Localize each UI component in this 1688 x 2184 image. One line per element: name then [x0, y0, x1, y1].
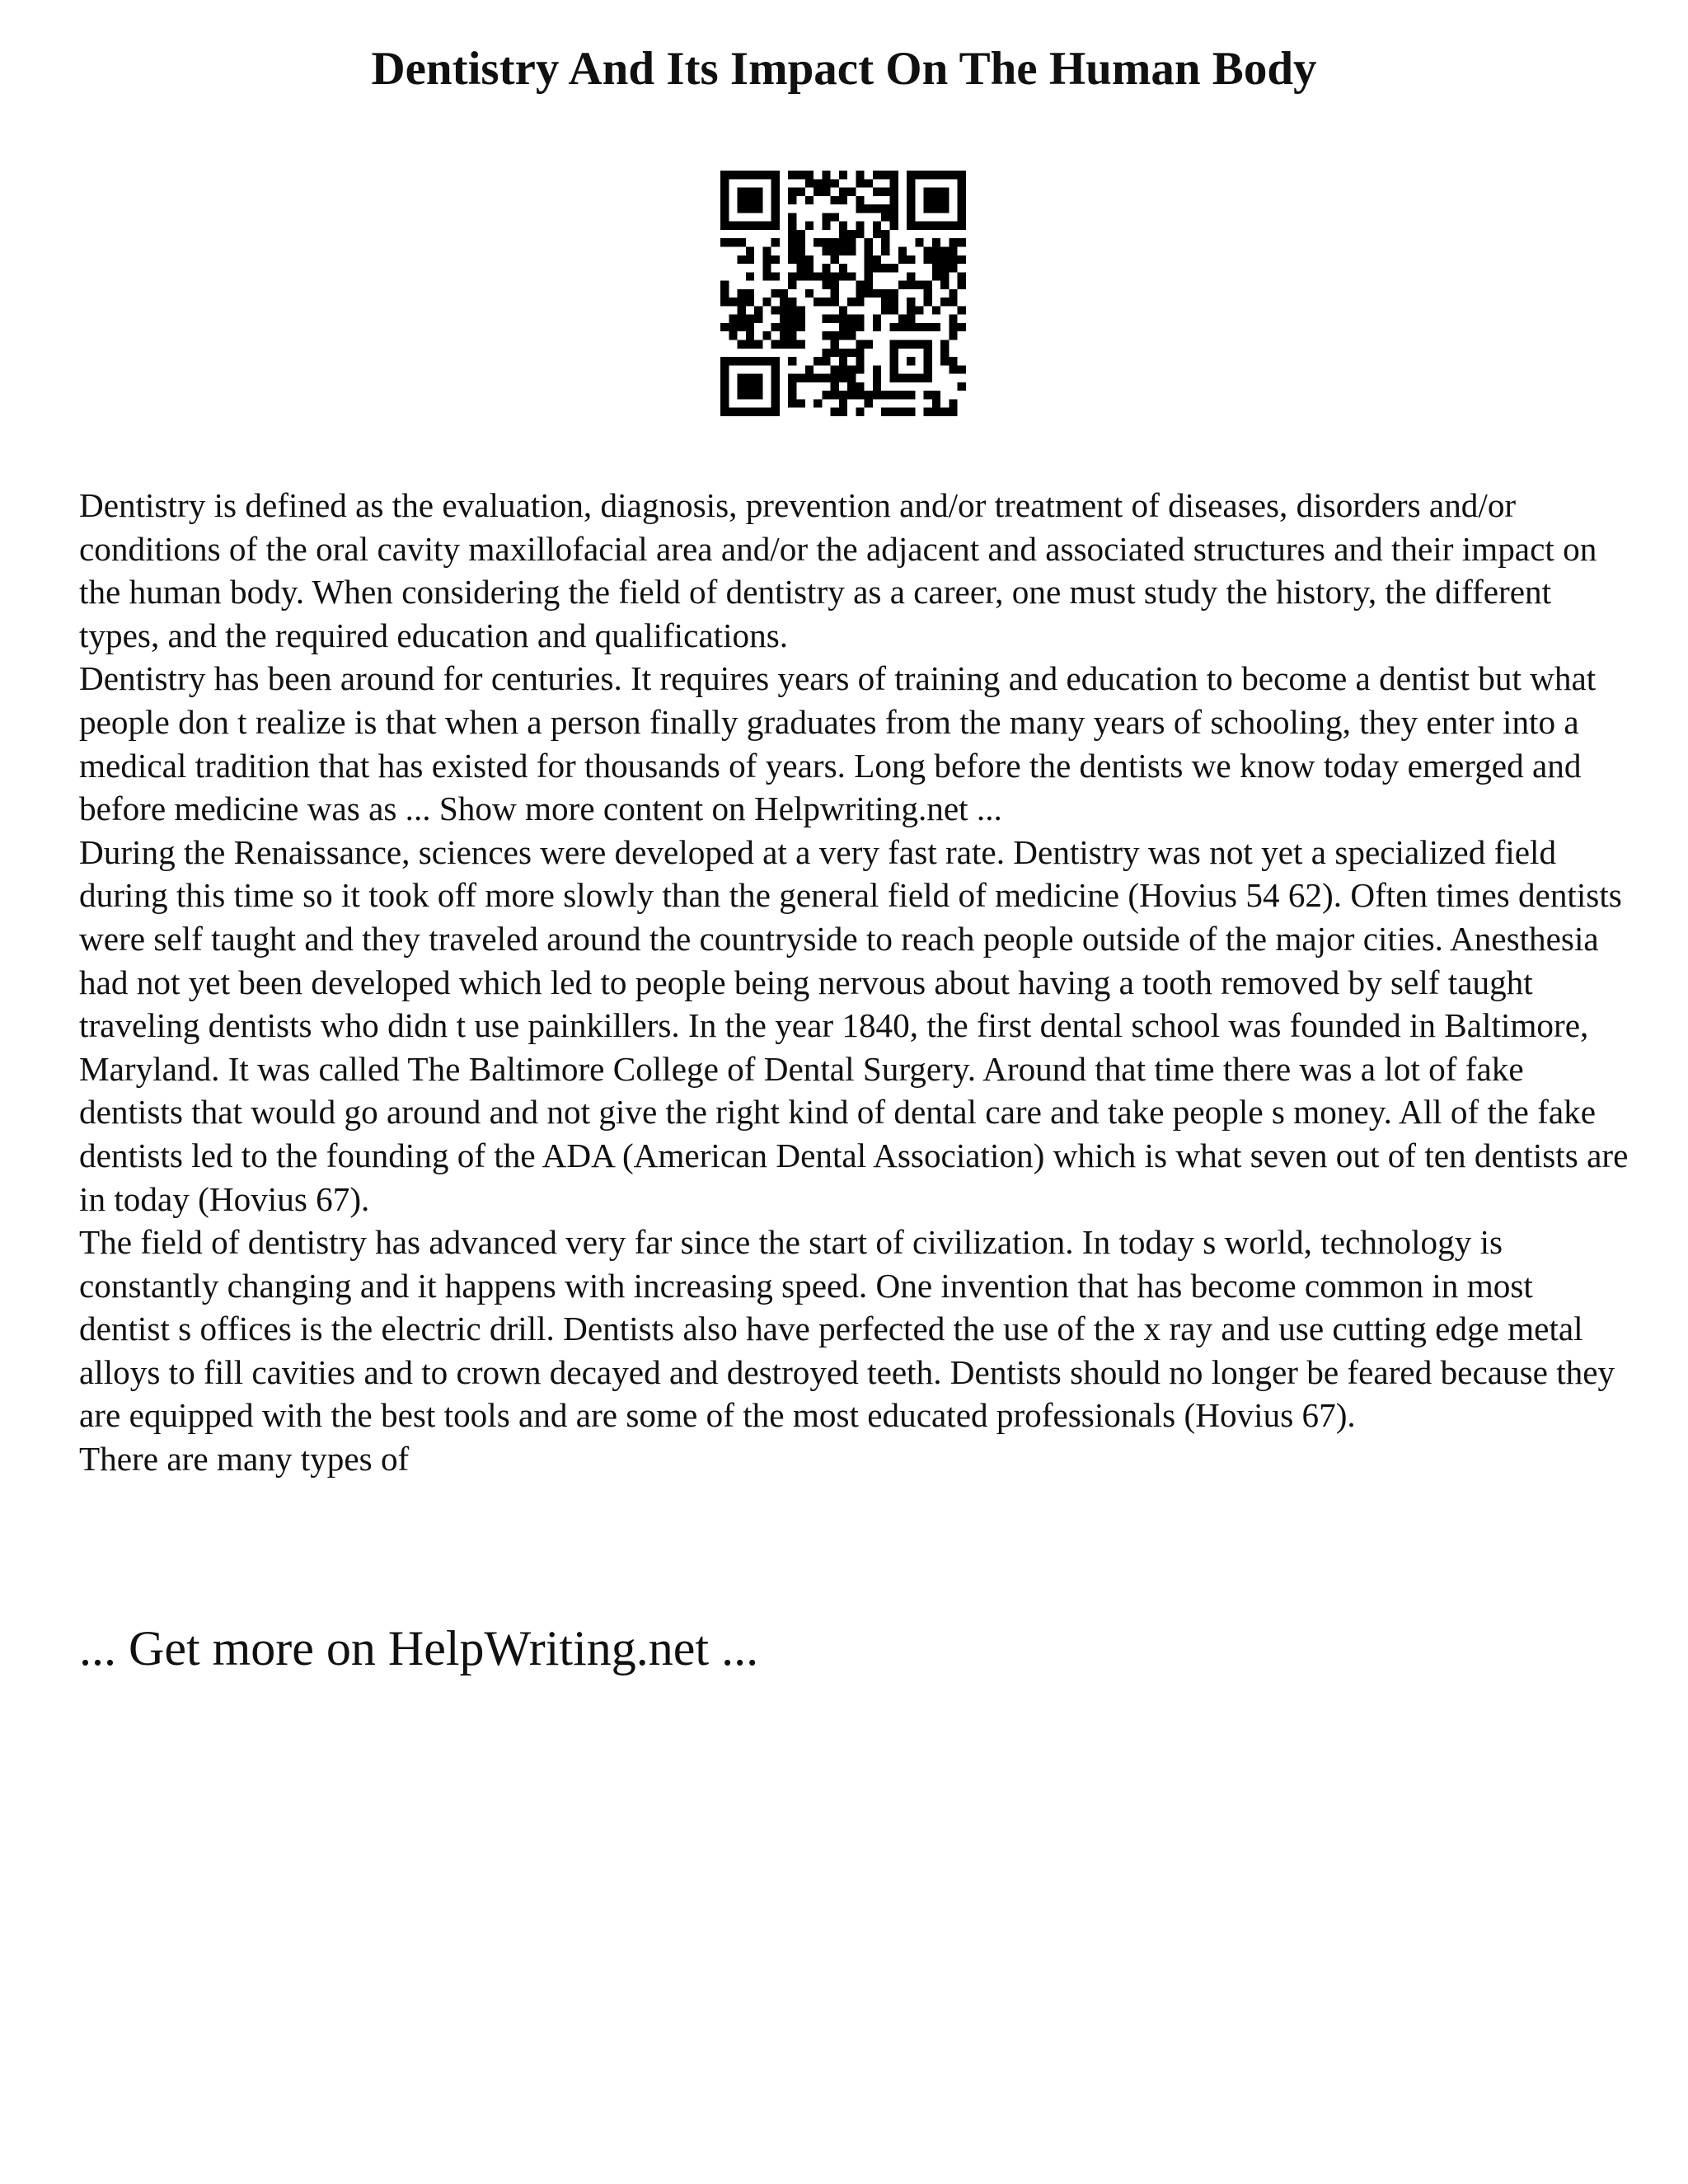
paragraph-definition: Dentistry is defined as the evaluation, diagnosis, prevention and/or treatment of diseases, disorders and/or conditions of the oral cavity maxillofacial area and/or the adjacent and associated structures and their impact on the human body. When considering the field of dentistry as a career, one must study the history, the different types, and the required education and qualifications. — [79, 486, 1597, 654]
get-more-link[interactable]: ... Get more on HelpWriting.net ... — [79, 1621, 759, 1675]
paragraph-technology: The field of dentistry has advanced very far since the start of civilization. In today s world, technology is constantly changing and it happens with increasing speed. One invention that has become common in most dentist s offices is the electric drill. Dentists also have perfected the use of the x ray and use cutting edge metal alloys to fill cavities and to crown decayed and destroyed teeth. Dentists should no longer be feared because they are equipped with the best tools and are some of the most educated professionals (Hovius 67). — [79, 1223, 1615, 1435]
paragraph-renaissance: During the Renaissance, sciences were developed at a very fast rate. Dentistry was not yet a specialized field during this time so it took off more slowly than the general field of medicine (Hovius 54 62). Often times dentists were self taught and they traveled around the countryside to reach people outside of the major cities. Anesthesia had not yet been developed which led to people being nervous about having a tooth removed by self taught traveling dentists who didn t use painkillers. In the year 1840, the first dental school was founded in Baltimore, Maryland. It was called The Baltimore College of Dental Surgery. Around that time there was a lot of fake dentists that would go around and not give the right kind of dental care and take people s money. All of the fake dentists led to the founding of the ADA (American Dental Association) which is what seven out of ten dentists are in today (Hovius 67). — [79, 832, 1629, 1218]
article-body — [79, 484, 1629, 1481]
qr-code-icon[interactable] — [720, 171, 966, 416]
paragraph-history: Dentistry has been around for centuries. It requires years of training and education to become a dentist but what people don t realize is that when a person finally graduates from the many years of schooling, they enter into a medical tradition that has existed for thousands of years. Long before the dentists we know today emerged and before medicine was as ... Show more content on Helpwriting.net ... — [79, 659, 1597, 828]
paragraph-types: There are many types of — [79, 1440, 410, 1479]
document-title: Dentistry And Its Impact On The Human Body — [371, 43, 1317, 95]
